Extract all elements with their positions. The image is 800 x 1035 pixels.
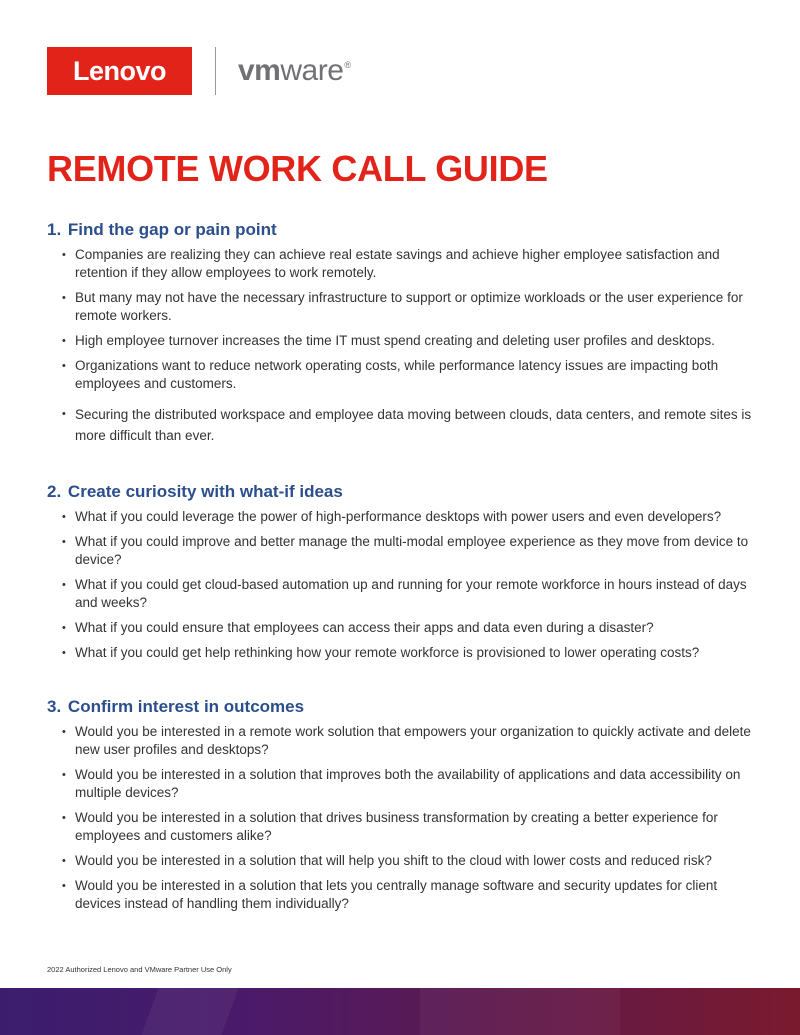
list-item: • Would you be interested in a solution that improves both the availability of applications and data accessibility on multiple devices?: [47, 766, 757, 802]
bullet-list: [47, 723, 757, 913]
vmware-logo-ware: ware: [280, 54, 344, 87]
page-title: REMOTE WORK CALL GUIDE: [47, 148, 548, 189]
list-item: • What if you could get help rethinking how your remote workforce is provisioned to lower operating costs?: [47, 644, 757, 662]
footer-note: 2022 Authorized Lenovo and VMware Partner Use Only: [47, 965, 232, 974]
section-heading: [47, 481, 757, 503]
list-item: • Would you be interested in a solution that drives business transformation by creating a better experience for employees and customers alike?: [47, 809, 757, 845]
section-heading: [47, 219, 757, 241]
section-heading: [47, 696, 757, 718]
logo-divider: [215, 47, 216, 95]
section-number: 1.: [47, 220, 62, 239]
list-item: • Companies are realizing they can achieve real estate savings and achieve higher employee satisfaction and retention if they allow employees to work remotely.: [47, 246, 757, 282]
section-find-gap: [47, 219, 757, 453]
list-item: • Would you be interested in a remote work solution that empowers your organization to quickly activate and delete new user profiles and desktops?: [47, 723, 757, 759]
list-item: • Organizations want to reduce network operating costs, while performance latency issues are impacting both employees and customers.: [47, 357, 757, 393]
list-item: • Securing the distributed workspace and employee data moving between clouds, data centers, and remote sites is more difficult than ever.: [47, 404, 757, 446]
section-number: 3.: [47, 697, 62, 716]
section-title: Confirm interest in outcomes: [67, 697, 305, 716]
bullet-list: [47, 246, 757, 446]
list-item: • But many may not have the necessary infrastructure to support or optimize workloads or the user experience for remote workers.: [47, 289, 757, 325]
section-title: Create curiosity with what-if ideas: [67, 482, 343, 501]
list-item: • What if you could leverage the power of high-performance desktops with power users and even developers?: [47, 508, 757, 526]
list-item: • What if you could ensure that employees can access their apps and data even during a disaster?: [47, 619, 757, 637]
section-title: Find the gap or pain point: [67, 220, 277, 239]
lenovo-logo: [47, 47, 192, 95]
list-item: • What if you could improve and better manage the multi-modal employee experience as they move from device to device?: [47, 533, 757, 569]
section-create-curiosity: [47, 481, 757, 669]
list-item: • Would you be interested in a solution that lets you centrally manage software and security updates for client devices instead of handling them individually?: [47, 877, 757, 913]
list-item: • High employee turnover increases the time IT must spend creating and deleting user profiles and desktops.: [47, 332, 757, 350]
bullet-list: [47, 508, 757, 662]
band-shape: [141, 988, 238, 1035]
section-confirm-interest: [47, 696, 757, 920]
vmware-registered-mark: ®: [344, 60, 351, 70]
list-item: • What if you could get cloud-based automation up and running for your remote workforce in hours instead of days and weeks?: [47, 576, 757, 612]
decorative-footer-band: [0, 988, 800, 1035]
section-number: 2.: [47, 482, 62, 501]
vmware-logo: [238, 54, 351, 90]
band-shape: [420, 988, 620, 1035]
vmware-logo-vm: vm: [238, 54, 281, 87]
lenovo-logo-text: Lenovo: [72, 55, 166, 86]
list-item: • Would you be interested in a solution that will help you shift to the cloud with lower costs and reduced risk?: [47, 852, 757, 870]
